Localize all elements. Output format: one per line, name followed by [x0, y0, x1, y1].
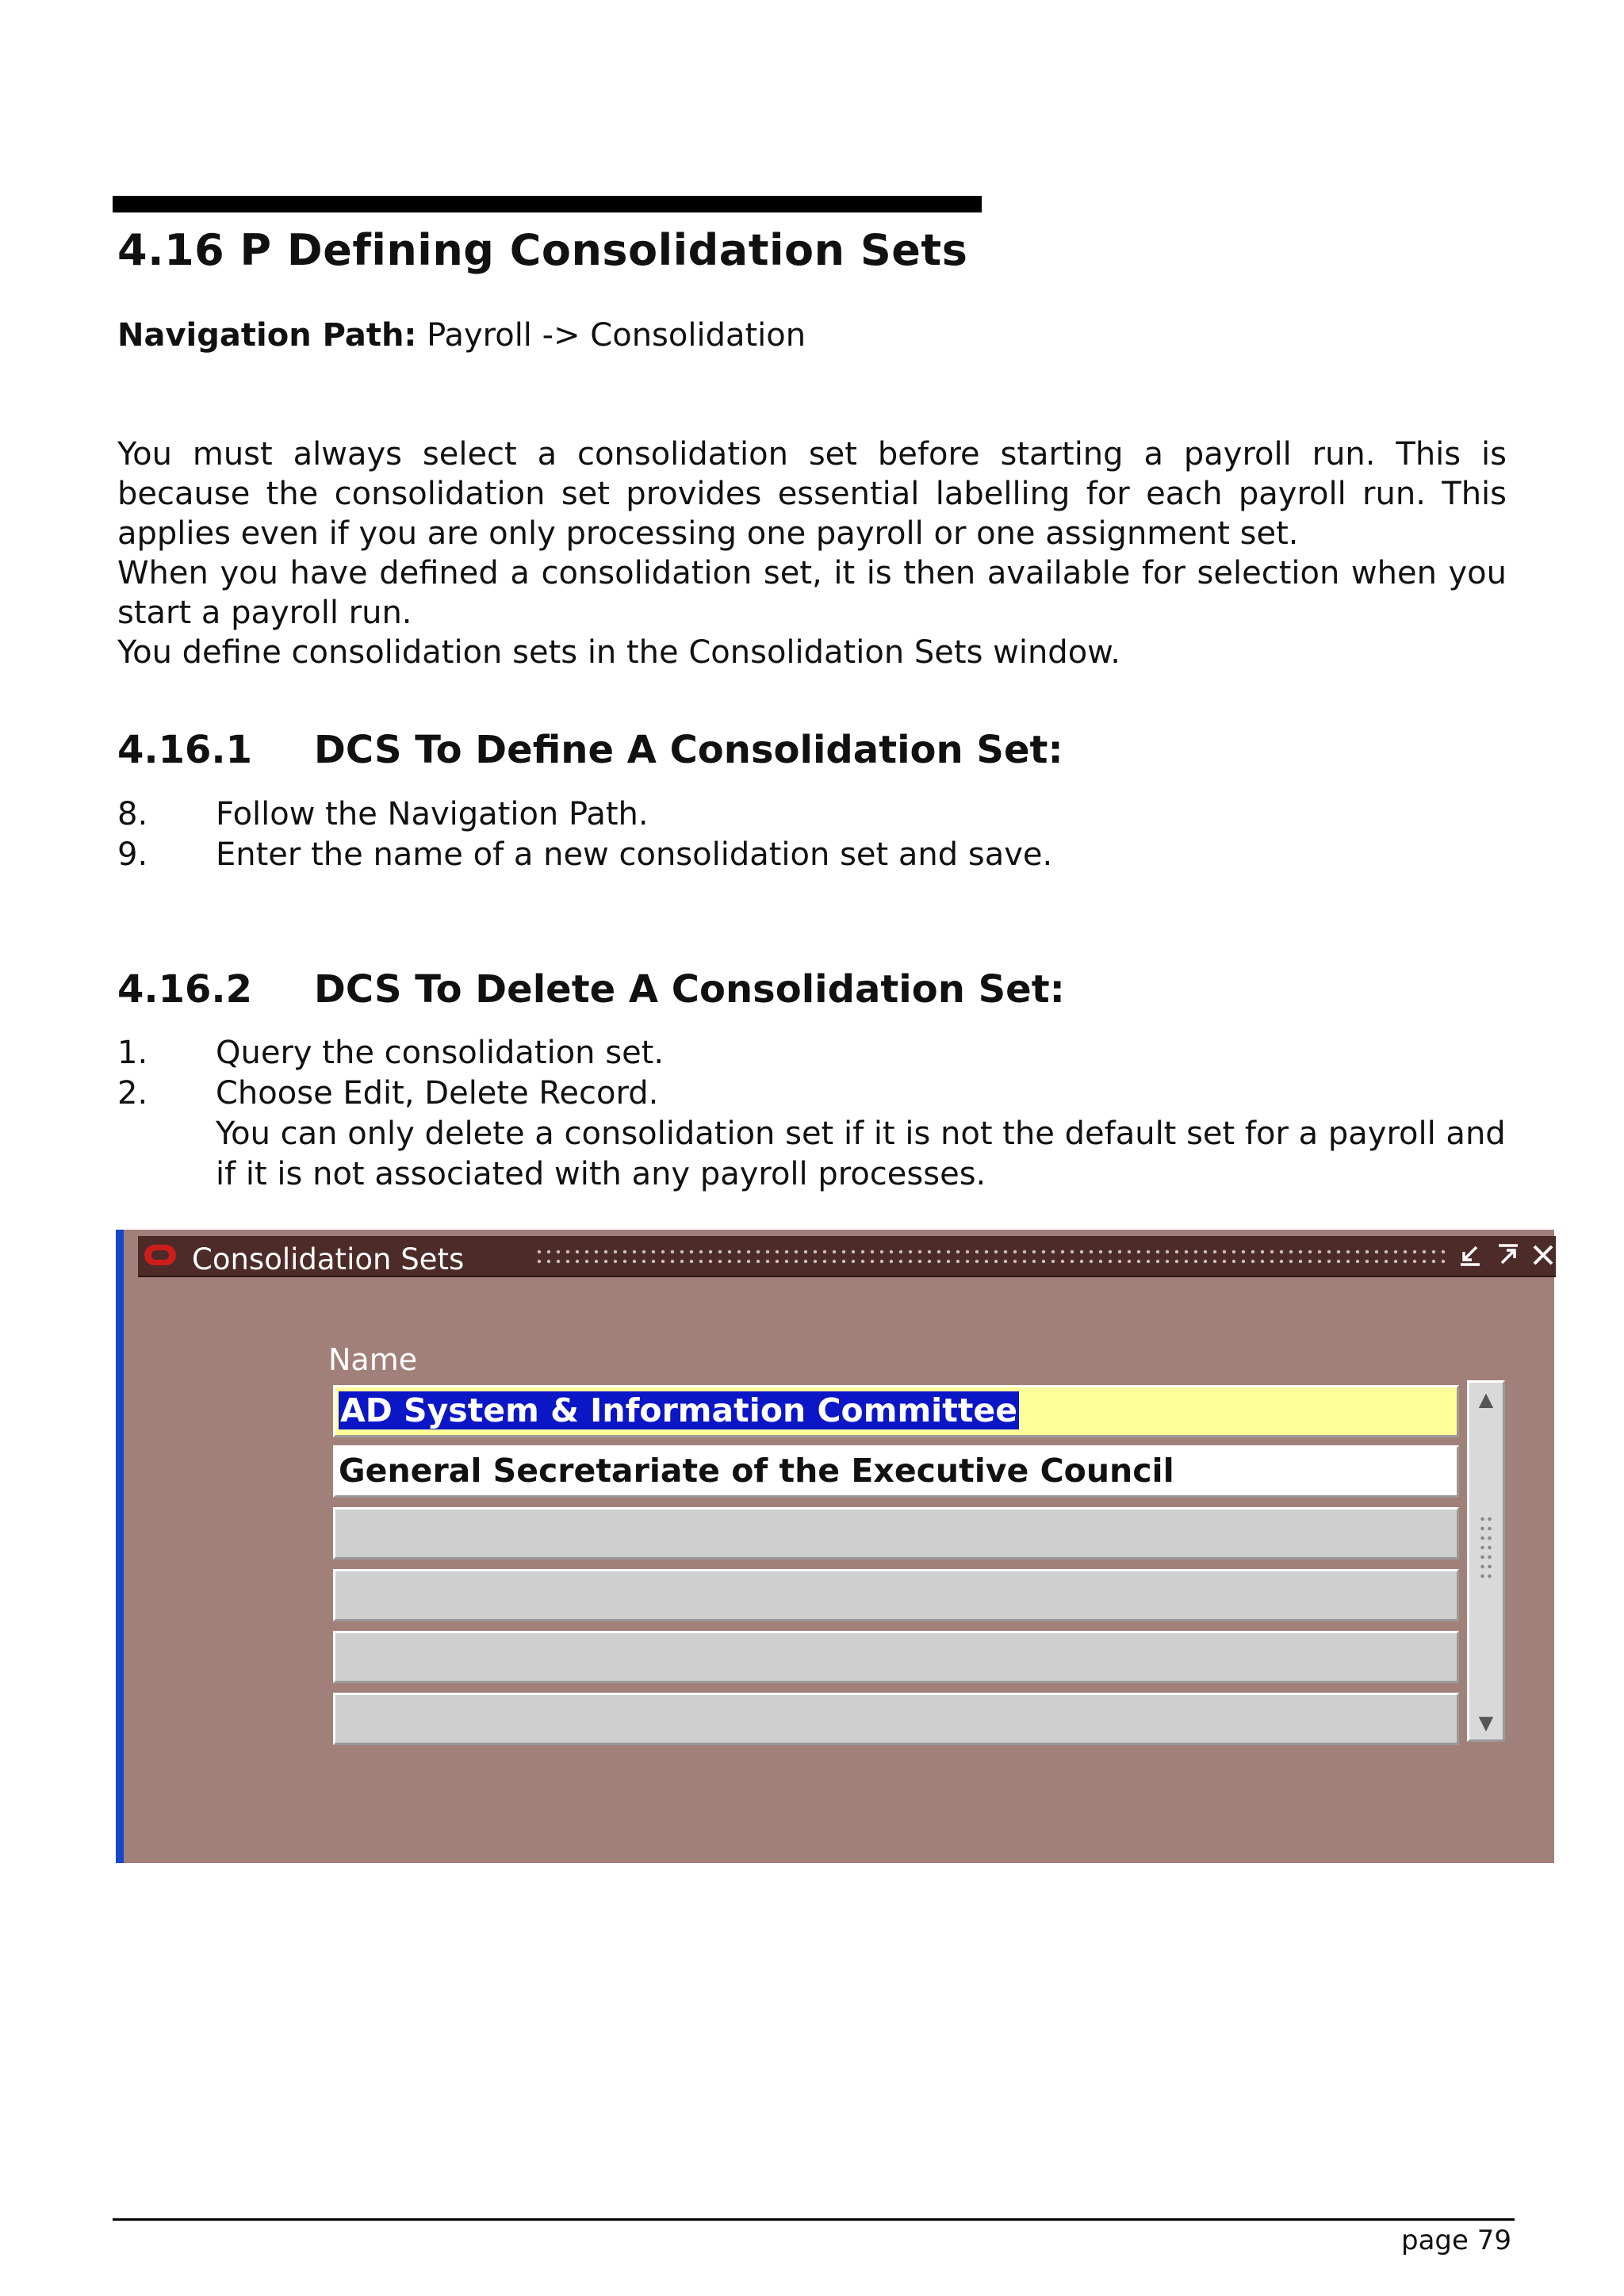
step-number: 8. [117, 796, 148, 832]
oracle-logo-icon [144, 1245, 176, 1265]
list-item [117, 1073, 1507, 1114]
navigation-path [117, 317, 806, 354]
scroll-thumb[interactable] [1479, 1514, 1493, 1582]
close-icon[interactable] [1527, 1241, 1559, 1271]
name-record-field[interactable] [333, 1569, 1459, 1621]
selected-text: AD System & Information Committee [340, 1391, 1018, 1429]
minimize-icon[interactable] [1454, 1241, 1486, 1271]
page-number: page 79 [1401, 2225, 1511, 2256]
titlebar-grip [534, 1247, 1446, 1266]
step-text: Choose Edit, Delete Record. [216, 1075, 659, 1112]
name-record-field[interactable] [333, 1507, 1459, 1559]
name-field-label: Name [328, 1342, 418, 1377]
scroll-down-icon[interactable]: ▼ [1478, 1712, 1494, 1734]
scroll-up-icon[interactable]: ▲ [1478, 1388, 1494, 1410]
consolidation-sets-window [116, 1230, 1554, 1863]
name-record-field[interactable] [333, 1631, 1459, 1683]
intro-text [117, 434, 1507, 672]
section-title: DCS To Define A Consolidation Set: [314, 728, 1063, 772]
list-item [117, 1033, 1507, 1073]
list-item [117, 835, 1507, 875]
define-steps-list [117, 794, 1507, 875]
record-text: General Secretariate of the Executive Council [339, 1452, 1174, 1490]
window-titlebar[interactable] [138, 1236, 1556, 1277]
delete-steps-list [117, 1033, 1507, 1195]
name-record-field[interactable] [333, 1385, 1459, 1437]
footer-rule [113, 2218, 1515, 2221]
intro-paragraph: You define consolidation sets in the Consolidation Sets window. [117, 634, 1120, 671]
delete-note: You can only delete a consolidation set if it is not the default set for a payroll and if it is not associated with any payroll processes. [216, 1115, 1506, 1192]
header-rule [113, 196, 982, 212]
intro-paragraph: When you have defined a consolidation set, it is then available for selection when you start a payroll run. [117, 555, 1507, 631]
section-number: 4.16.1 [117, 728, 253, 772]
name-record-field[interactable] [333, 1693, 1459, 1745]
navigation-path-label: Navigation Path: [117, 317, 417, 354]
list-item [117, 794, 1507, 835]
section-title: DCS To Delete A Consolidation Set: [314, 967, 1065, 1012]
navigation-path-value: Payroll -> Consolidation [427, 317, 806, 354]
page-title: 4.16 P Defining Consolidation Sets [117, 225, 968, 275]
step-number: 9. [117, 836, 148, 873]
name-record-field[interactable] [333, 1445, 1459, 1498]
step-number: 2. [117, 1075, 148, 1112]
step-text: Follow the Navigation Path. [216, 796, 649, 832]
section-number: 4.16.2 [117, 967, 253, 1012]
records-scrollbar[interactable] [1467, 1380, 1505, 1742]
section-heading-delete [117, 967, 1065, 1012]
section-heading-define [117, 728, 1063, 772]
maximize-icon[interactable] [1492, 1241, 1524, 1271]
intro-paragraph: You must always select a consolidation set before starting a payroll run. This is because the consolidation set provides essential labelling for each payroll run. This applies even if you are only processing one payroll or one assignment set. [117, 436, 1507, 552]
step-text: Enter the name of a new consolidation set and save. [216, 836, 1053, 873]
step-number: 1. [117, 1035, 148, 1071]
window-title: Consolidation Sets [192, 1242, 465, 1276]
step-text: Query the consolidation set. [216, 1035, 665, 1071]
